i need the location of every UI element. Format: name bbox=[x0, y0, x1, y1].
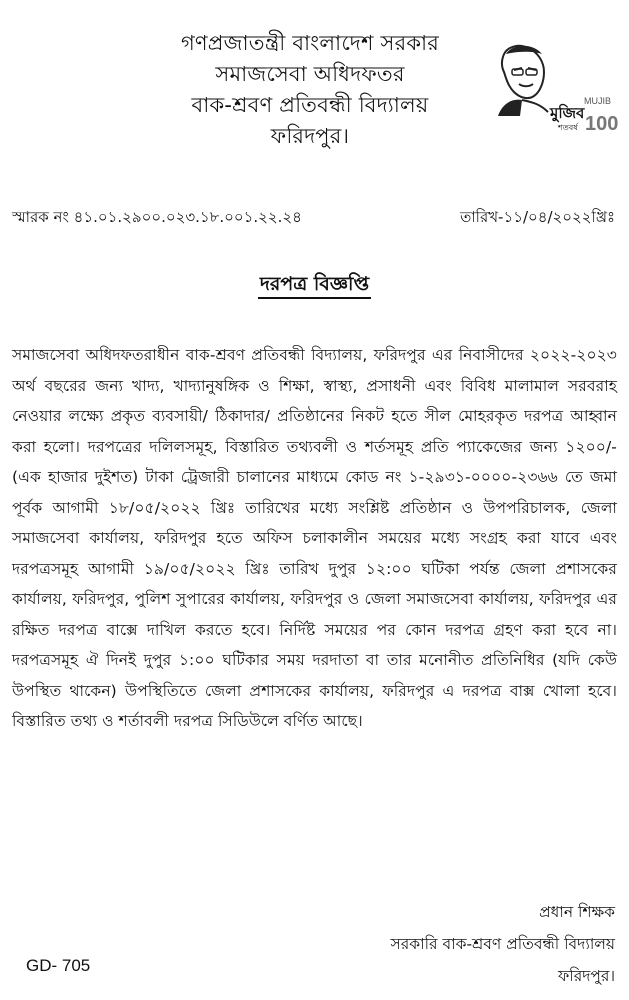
government-name: গণপ্রজাতন্ত্রী বাংলাদেশ সরকার bbox=[180, 31, 440, 55]
institution-name: বাক-শ্রবণ প্রতিবন্ধী বিদ্যালয় bbox=[191, 93, 429, 117]
mujib-100-logo bbox=[492, 42, 619, 135]
logo-number: 100 bbox=[585, 113, 619, 135]
logo-bangla-text: মুজিব bbox=[550, 104, 585, 122]
logo-latin-text: MUJIB bbox=[584, 96, 611, 106]
notice-title-text: দরপত্র বিজ্ঞপ্তি bbox=[258, 273, 371, 299]
logo-sub-text: শতবর্ষ bbox=[558, 123, 578, 132]
memo-number: স্মারক নং ৪১.০১.২৯০০.০২৩.১৮.০০১.২২.২৪ bbox=[12, 208, 302, 226]
notice-title bbox=[0, 270, 629, 302]
institution-location: ফরিদপুর। bbox=[270, 124, 350, 148]
signatory-location: ফরিদপুর। bbox=[557, 967, 615, 985]
signatory-institution: সরকারি বাক-শ্রবণ প্রতিবন্ধী বিদ্যালয় bbox=[390, 935, 615, 953]
gd-code: GD- 705 bbox=[26, 956, 91, 975]
office-header bbox=[110, 28, 510, 152]
memo-date: তারিখ-১১/০৪/২০২২খ্রিঃ bbox=[460, 208, 615, 226]
notice-body: সমাজসেবা অধিদফতরাধীন বাক-শ্রবণ প্রতিবন্ধী বিদ্যালয়, ফরিদপুর এর নিবাসীদের ২০২২-২০২৩ অর্থ বছরের জন্য খাদ্য, খাদ্যানুষঙ্গিক ও শিক্ষা, স্বাস্থ্য, প্রসাধনী এবং বিবিধ মালামাল সরবরাহ নেওয়ার লক্ষ্যে প্রকৃত ব্যবসায়ী/ ঠিকাদার/ প্রতিষ্ঠানের নিকট হতে সীল মোহরকৃত দরপত্র আহ্বান করা হলো। দরপত্রের দলিলসমূহ, বিস্তারিত তথ্যবলী ও শর্তসমূহ প্রতি প্যাকেজের জন্য ১২০০/- (এক হাজার দুইশত) টাকা ট্রেজারী চালানের মাধ্যমে কোড নং ১-২৯৩১-০০০০-২৩৬৬ তে জমা পূর্বক আগামী ১৮/০৫/২০২২ খ্রিঃ তারিখের মধ্যে সংশ্লিষ্ট প্রতিষ্ঠান ও উপপরিচালক, জেলা সমাজসেবা কার্যালয়, ফরিদপুর হতে অফিস চলাকালীন সময়ের মধ্যে সংগ্রহ করা যাবে এবং দরপত্রসমূহ আগামী ১৯/০৫/২০২২ খ্রিঃ তারিখ দুপুর ১২:০০ ঘটিকা পর্যন্ত জেলা প্রশাসকের কার্যালয়, ফরিদপুর, পুলিশ সুপারের কার্যালয়, ফরিদপুর ও জেলা সমাজসেবা কার্যালয়, ফরিদপুর এর রক্ষিত দরপত্র বাক্সে দাখিল করতে হবে। নির্দিষ্ট সময়ের পর কোন দরপত্র গ্রহণ করা হবে না। দরপত্রসমূহ ঐ দিনই দুপুর ১:০০ ঘটিকার সময় দরদাতা বা তার মনোনীত প্রতিনিধির (যদি কেউ উপস্থিত থাকেন) উপস্থিতিতে জেলা প্রশাসকের কার্যালয়, ফরিদপুর এ দরপত্র বাক্স খোলা হবে। বিস্তারিত তথ্য ও শর্তাবলী দরপত্র সিডিউলে বর্ণিত আছে। bbox=[12, 346, 617, 730]
signature-block bbox=[390, 896, 615, 992]
signatory-designation: প্রধান শিক্ষক bbox=[539, 903, 615, 921]
department-name: সমাজসেবা অধিদফতর bbox=[215, 62, 405, 86]
